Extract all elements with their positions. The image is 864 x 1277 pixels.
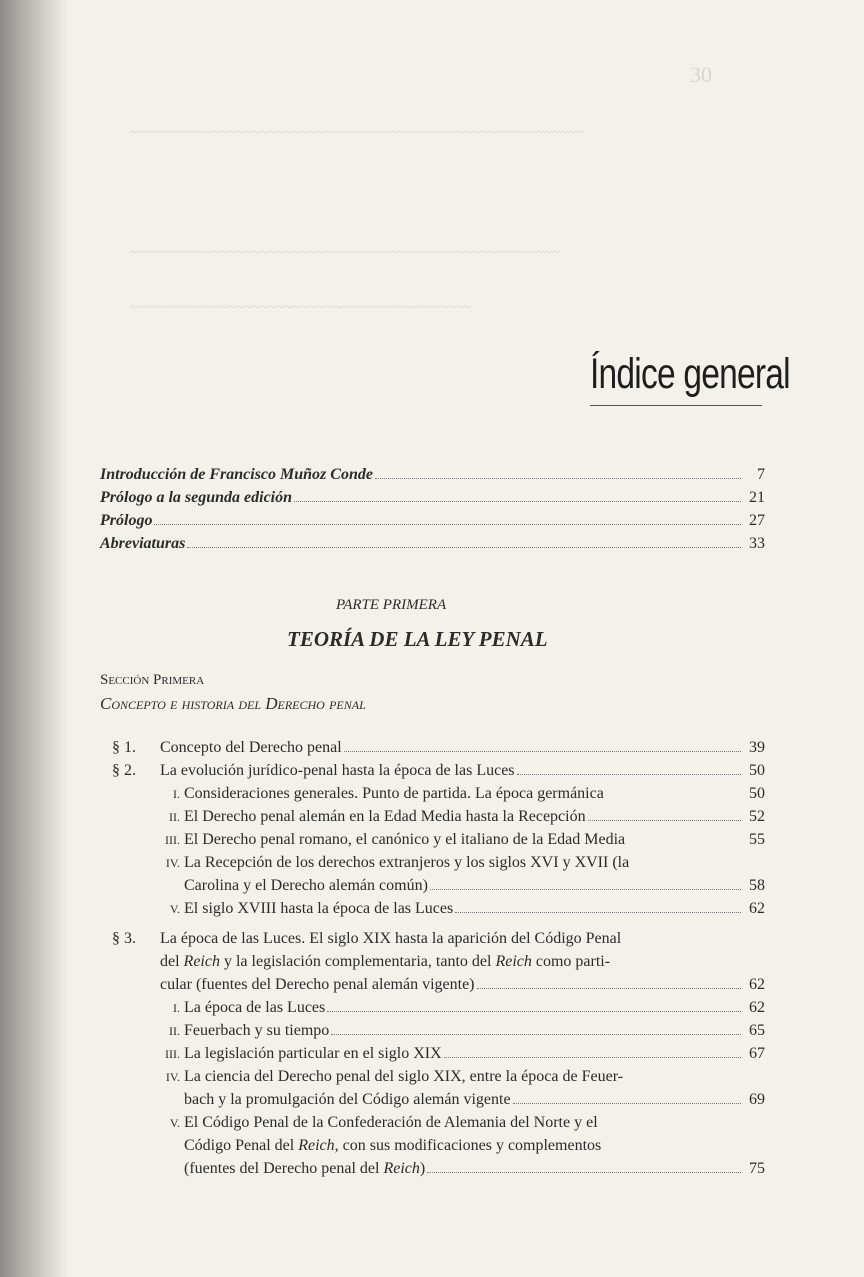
leader-dots (477, 988, 741, 989)
toc-entry-label: El Derecho penal alemán en la Edad Media hasta la Recepción (184, 808, 586, 825)
leader-dots (327, 1011, 741, 1012)
toc-entry-label: Feuerbach y su tiempo (184, 1022, 330, 1039)
toc-entry-continuation (160, 975, 765, 995)
toc-entry-page: 69 (749, 1091, 765, 1108)
toc-entry-label: cular (fuentes del Derecho penal alemán vigente) (160, 976, 475, 993)
page-title: Índice general (590, 350, 790, 398)
leader-dots (187, 547, 741, 548)
toc-entry-page: 62 (749, 976, 765, 993)
toc-entry (112, 738, 765, 758)
toc-subentry-continuation (184, 876, 765, 896)
toc-front-entry (100, 534, 765, 554)
toc-subentry (150, 830, 765, 850)
leader-dots (427, 1172, 741, 1173)
leader-dots (294, 501, 741, 502)
toc-entry-label: Código Penal del Reich, con sus modificaciones y complementos (184, 1137, 602, 1154)
toc-entry-page: 27 (749, 512, 765, 529)
toc-entry-page: 50 (749, 762, 765, 779)
leader-dots (154, 524, 741, 525)
toc-entry-page: 62 (749, 900, 765, 917)
toc-entry-number: I. (173, 1001, 180, 1015)
section-label: Sección Primera (100, 672, 205, 688)
toc-entry-label: Prólogo a la segunda edición (100, 489, 293, 506)
toc-entry-label: La época de las Luces (184, 999, 326, 1016)
toc-entry-number: § 3. (112, 930, 136, 947)
toc-subentry-continuation (184, 1159, 765, 1179)
show-through-text: 30 (690, 62, 712, 87)
toc-entry-number: IV. (165, 1070, 180, 1084)
book-binding-shadow (0, 0, 70, 1277)
toc-subentry (150, 998, 765, 1018)
toc-entry-label: La ciencia del Derecho penal del siglo XIX, entre la época de Feuer- (184, 1068, 624, 1085)
toc-entry-number: IV. (165, 856, 180, 870)
toc-subentry (150, 899, 765, 919)
section-title: Concepto e historia del Derecho penal (100, 694, 366, 713)
toc-entry-label: Carolina y el Derecho alemán común) (184, 877, 428, 894)
toc-entry-page: 58 (749, 877, 765, 894)
leader-dots (375, 478, 741, 479)
toc-entry-label: bach y la promulgación del Código alemán vigente (184, 1091, 511, 1108)
show-through-text: ~~~~~~~~~~~~~~~~~~~~~~~~~~~~~~~~~~~~~~~~~~~~~~~~~~~~~~~~ (130, 125, 585, 141)
toc-entry-page: 75 (749, 1160, 765, 1177)
leader-dots (455, 912, 741, 913)
toc-entry-label: El siglo XVIII hasta la época de las Luces (184, 900, 454, 917)
toc-entry-label: El Código Penal de la Confederación de Alemania del Norte y el (184, 1114, 598, 1131)
toc-entry-page: 55 (749, 831, 765, 848)
toc-entry-number: III. (165, 833, 180, 847)
toc-entry-number: § 1. (112, 739, 136, 756)
toc-entry-label: Concepto del Derecho penal (160, 739, 342, 756)
toc-entry-page: 52 (749, 808, 765, 825)
toc-entry (112, 761, 765, 781)
leader-dots (331, 1034, 741, 1035)
toc-entry-page: 7 (757, 466, 765, 483)
leader-dots (430, 889, 741, 890)
toc-subentry-continuation (184, 1136, 765, 1156)
toc-entry-page: 62 (749, 999, 765, 1016)
toc-entry-label: Introducción de Francisco Muñoz Conde (100, 466, 373, 483)
toc-subentry (150, 853, 765, 873)
toc-entry-page: 50 (749, 785, 765, 802)
part-title: TEORÍA DE LA LEY PENAL (287, 627, 548, 651)
toc-entry-number: II. (169, 1024, 180, 1038)
toc-entry-page: 39 (749, 739, 765, 756)
toc-entry-label: del Reich y la legislación complementaria, tanto del Reich como parti- (160, 953, 611, 970)
title-rule (590, 405, 762, 406)
toc-entry-label: El Derecho penal romano, el canónico y el italiano de la Edad Media (184, 831, 626, 848)
toc-entry-label: (fuentes del Derecho penal del Reich) (184, 1160, 426, 1177)
toc-subentry (150, 807, 765, 827)
toc-entry-page: 33 (749, 535, 765, 552)
toc-front-entry (100, 511, 765, 531)
toc-entry-label: La época de las Luces. El siglo XIX hasta la aparición del Código Penal (160, 930, 622, 947)
leader-dots (344, 751, 741, 752)
toc-entry-number: III. (165, 1047, 180, 1061)
toc-entry-label: La evolución jurídico-penal hasta la época de las Luces (160, 762, 515, 779)
toc-entry-number: § 2. (112, 762, 136, 779)
toc-entry-number: V. (169, 1116, 180, 1130)
leader-dots (444, 1057, 741, 1058)
toc-entry-label: La Recepción de los derechos extranjeros y los siglos XVI y XVII (la (184, 854, 630, 871)
toc-subentry-continuation (184, 1090, 765, 1110)
toc-entry-number: V. (169, 902, 180, 916)
toc-entry-label: Consideraciones generales. Punto de partida. La época germánica (184, 785, 604, 802)
part-label: PARTE PRIMERA (336, 597, 447, 613)
toc-front-entry (100, 488, 765, 508)
toc-entry (112, 929, 765, 949)
toc-subentry (150, 1067, 765, 1087)
toc-entry-label: Abreviaturas (100, 535, 186, 552)
toc-subentry (150, 1021, 765, 1041)
toc-entry-continuation (160, 952, 765, 972)
show-through-text: ~~~~~~~~~~~~~~~~~~~~~~~~~~~~~~~~~~~~~~~~~~~~~~~~~~~~~ (130, 245, 561, 261)
toc-subentry (150, 1113, 765, 1133)
leader-dots (588, 820, 741, 821)
toc-entry-page: 21 (749, 489, 765, 506)
show-through-text: ~~~~~~~~~~~~~~~~~~~~~~~~~~~~~~~~~~~~~~~~~~ (130, 300, 471, 316)
toc-subentry (150, 1044, 765, 1064)
toc-entry-label: Prólogo (100, 512, 153, 529)
toc-entry-number: II. (169, 810, 180, 824)
toc-entry-page: 67 (749, 1045, 765, 1062)
leader-dots (513, 1103, 741, 1104)
toc-entry-number: I. (173, 787, 180, 801)
leader-dots (517, 774, 741, 775)
toc-entry-page: 65 (749, 1022, 765, 1039)
toc-subentry (150, 784, 765, 804)
toc-front-entry (100, 465, 765, 485)
toc-entry-label: La legislación particular en el siglo XIX (184, 1045, 442, 1062)
